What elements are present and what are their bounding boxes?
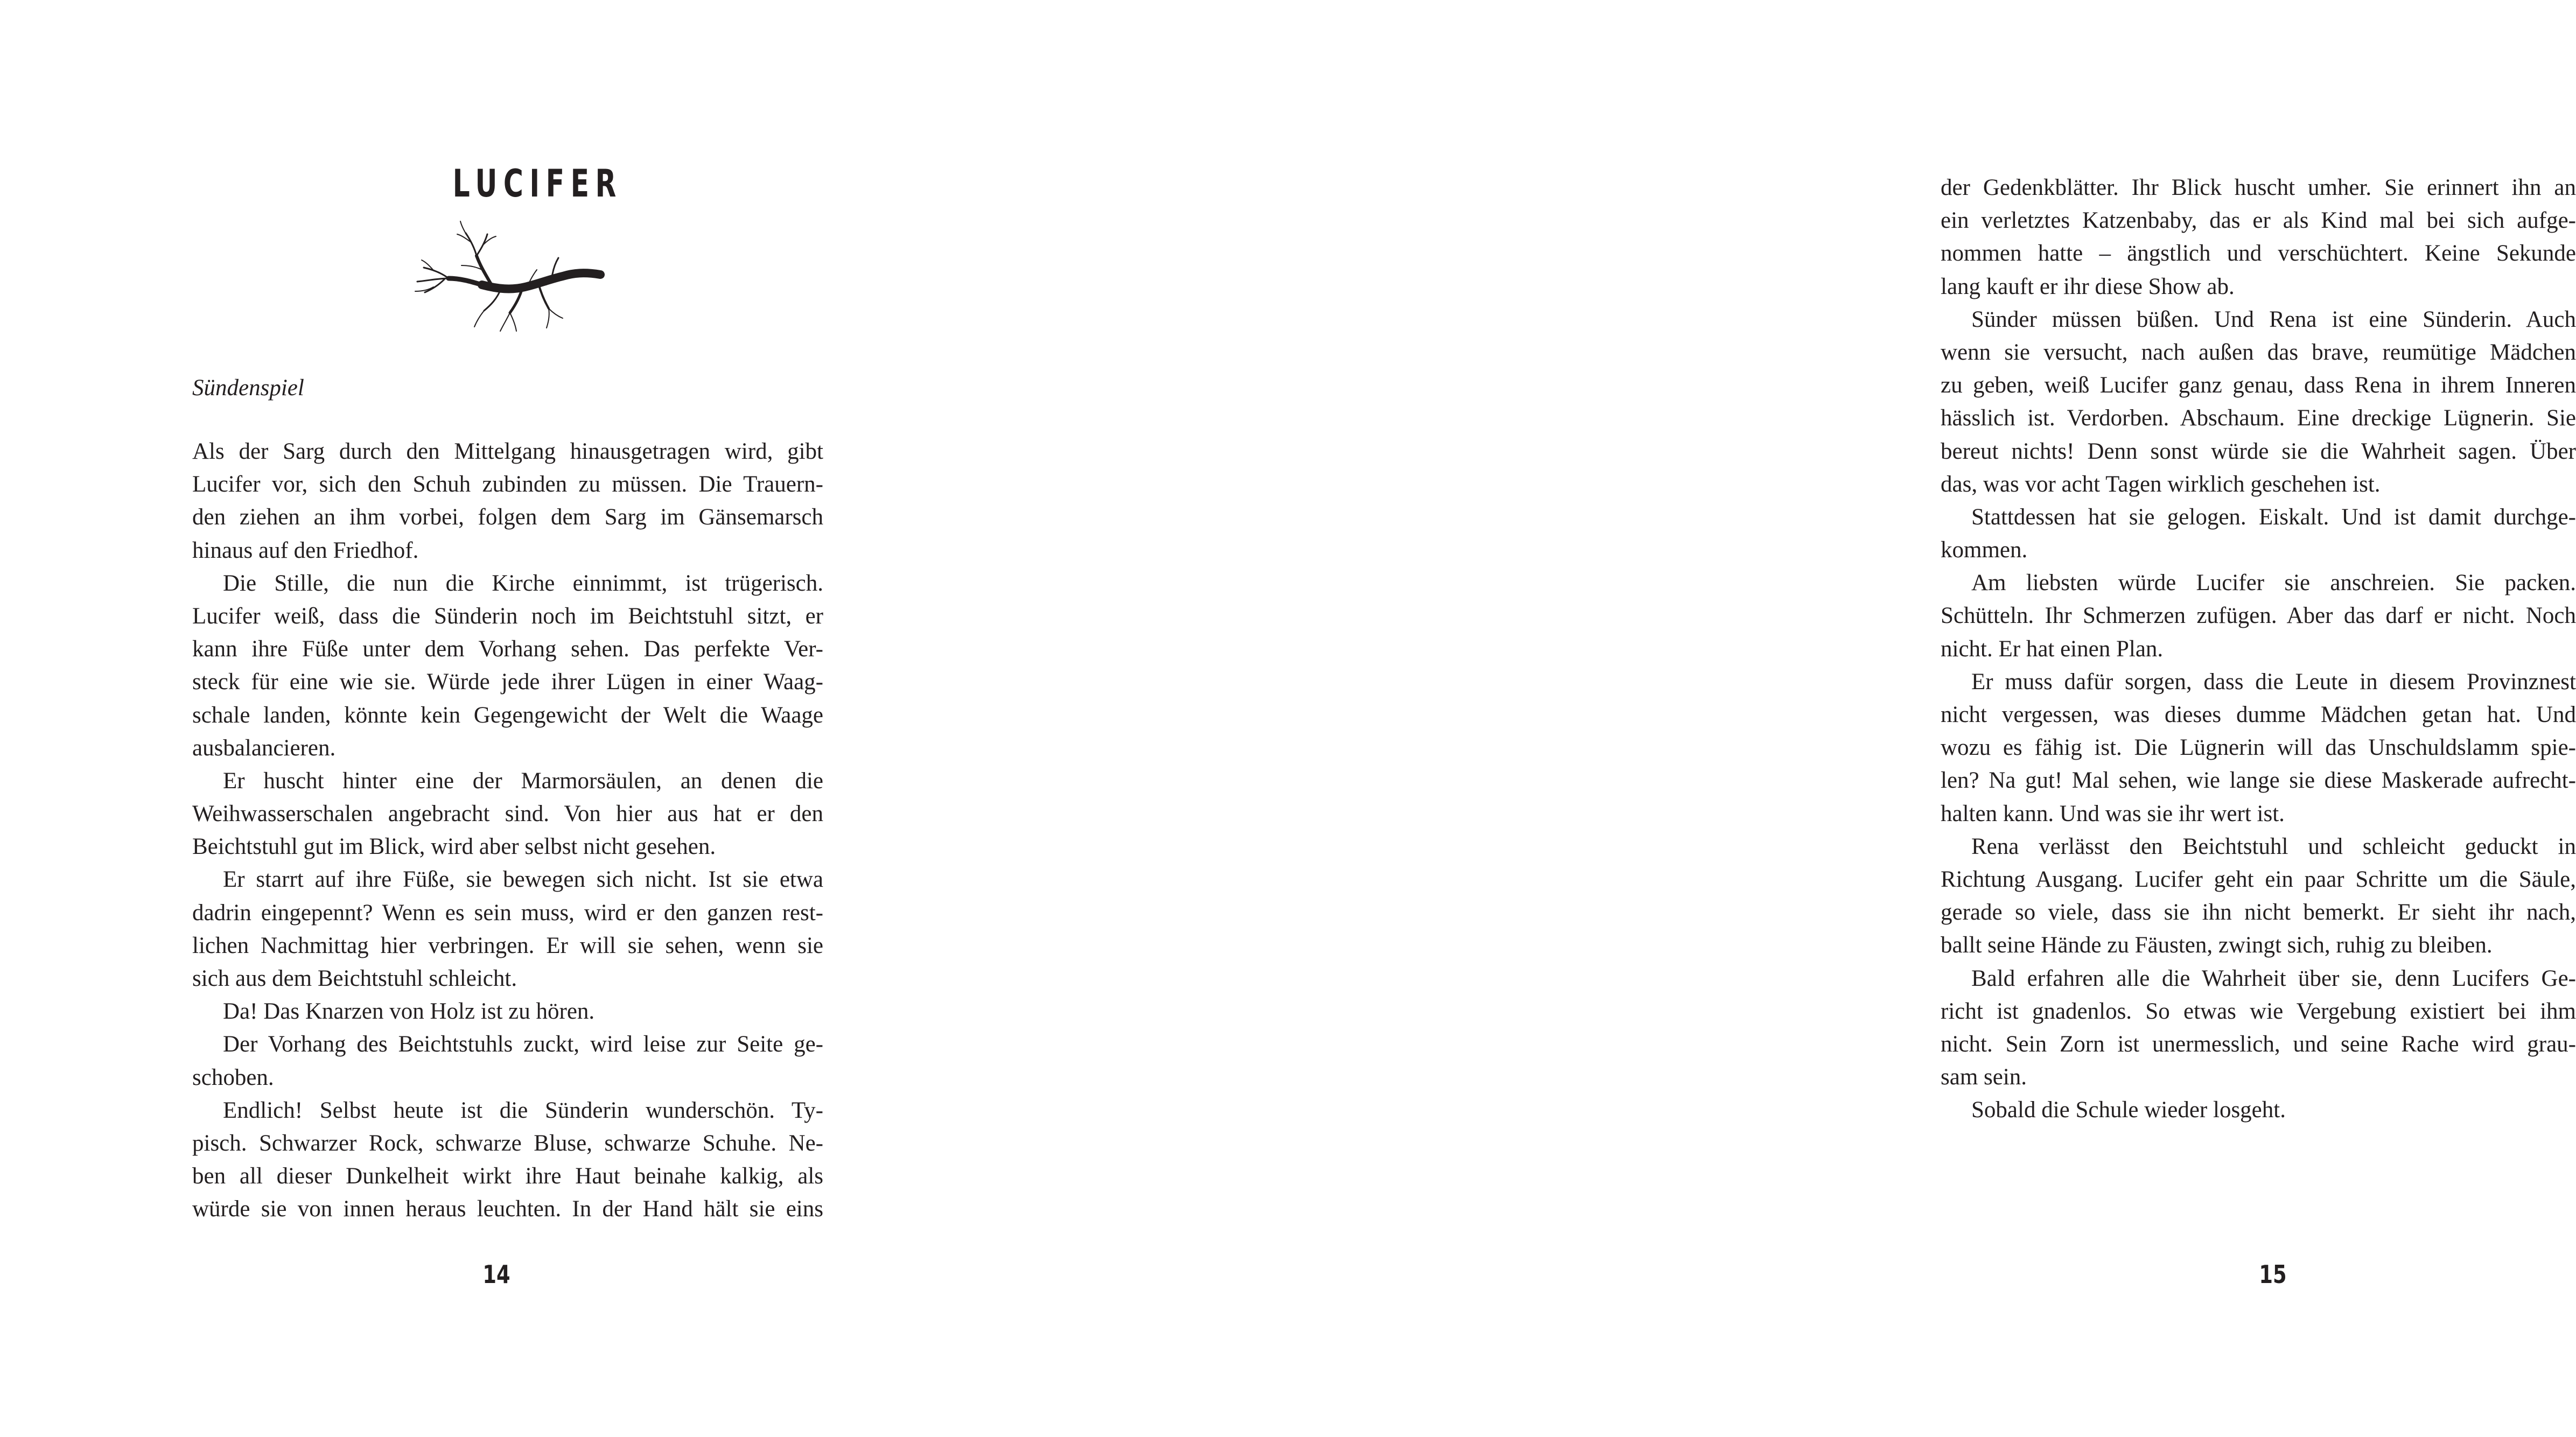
text-line: Er huscht hinter eine der Marmorsäulen, an denen die <box>223 768 823 794</box>
text-line: kann ihre Füße unter dem Vorhang sehen. Das perfekte Ver- <box>192 636 823 662</box>
text-line: sich aus dem Beichtstuhl schleicht. <box>192 966 517 991</box>
text-line: Da! Das Knarzen von Holz ist zu hören. <box>223 999 595 1025</box>
left-page <box>0 0 916 1437</box>
text-line: Die Stille, die nun die Kirche einnimmt, ist trügerisch. <box>223 570 823 596</box>
text-line: Sobald die Schule wieder losgeht. <box>1971 1097 2286 1123</box>
text-line: wenn sie versucht, nach außen das brave, reumütige Mädchen <box>1941 339 2576 365</box>
text-line: nicht vergessen, was dieses dumme Mädchen getan hat. Und <box>1941 702 2576 727</box>
text-line: schale landen, könnte kein Gegengewicht der Welt die Waage <box>192 702 823 728</box>
text-line: lichen Nachmittag hier verbringen. Er will sie sehen, wenn sie <box>192 933 823 958</box>
text-line: sam sein. <box>1941 1064 2027 1090</box>
text-line: würde sie von innen heraus leuchten. In der Hand hält sie eins <box>192 1196 823 1222</box>
text-line: das, was vor acht Tagen wirklich geschehen ist. <box>1941 471 2381 497</box>
text-line: wozu es fähig ist. Die Lügnerin will das Unschuldslamm spie- <box>1941 735 2576 761</box>
section-subtitle: Sündenspiel <box>192 375 304 401</box>
text-line: len? Na gut! Mal sehen, wie lange sie diese Maskerade aufrecht- <box>1941 768 2576 794</box>
right-page <box>916 0 2576 1437</box>
text-line: Beichtstuhl gut im Blick, wird aber selbst nicht gesehen. <box>192 834 716 860</box>
text-line: lang kauft er ihr diese Show ab. <box>1941 274 2235 299</box>
text-line: gerade so viele, dass sie ihn nicht bemerkt. Er sieht ihr nach, <box>1941 900 2576 926</box>
text-line: Er muss dafür sorgen, dass die Leute in diesem Provinznest <box>1971 669 2576 695</box>
text-line: steck für eine wie sie. Würde jede ihrer Lügen in einer Waag- <box>192 669 823 695</box>
text-line: ben all dieser Dunkelheit wirkt ihre Haut beinahe kalkig, als <box>192 1163 823 1189</box>
text-line: Lucifer vor, sich den Schuh zubinden zu müssen. Die Trauern- <box>192 472 823 497</box>
text-line: Rena verlässt den Beichtstuhl und schleicht geduckt in <box>1971 833 2576 859</box>
text-line: nicht. Er hat einen Plan. <box>1941 636 2164 662</box>
page-number-right: 15 <box>2259 1260 2287 1289</box>
page-number-left: 14 <box>482 1260 510 1289</box>
text-line: Richtung Ausgang. Lucifer geht ein paar Schritte um die Säule, <box>1941 866 2576 892</box>
text-line: der Gedenkblätter. Ihr Blick huscht umher. Sie erinnert ihn an <box>1941 175 2576 200</box>
chapter-title: LUCIFER <box>452 162 622 206</box>
text-line: nommen hatte – ängstlich und verschüchtert. Keine Sekunde <box>1941 241 2576 267</box>
text-line: schoben. <box>192 1064 274 1090</box>
text-line: zu geben, weiß Lucifer ganz genau, dass Rena in ihrem Inneren <box>1941 373 2576 398</box>
text-line: hässlich ist. Verdorben. Abschaum. Eine dreckige Lügnerin. Sie <box>1941 405 2576 431</box>
left-page-body-text <box>192 435 823 1226</box>
text-line: Weihwasserschalen angebracht sind. Von hier aus hat er den <box>192 801 823 827</box>
text-line: Er starrt auf ihre Füße, sie bewegen sich nicht. Ist sie etwa <box>223 867 823 893</box>
text-line: ballt seine Hände zu Fäusten, zwingt sich, ruhig zu bleiben. <box>1941 933 2493 958</box>
text-line: Sünder müssen büßen. Und Rena ist eine Sünderin. Auch <box>1971 306 2576 332</box>
text-line: halten kann. Und was sie ihr wert ist. <box>1941 801 2285 826</box>
right-page-body-text <box>1941 171 2576 1126</box>
text-line: Am liebsten würde Lucifer sie anschreien. Sie packen. <box>1971 570 2576 596</box>
tree-branch-icon <box>412 218 603 339</box>
text-line: Der Vorhang des Beichtstuhls zuckt, wird leise zur Seite ge- <box>223 1032 823 1057</box>
text-line: Schütteln. Ihr Schmerzen zufügen. Aber das darf er nicht. Noch <box>1941 603 2576 629</box>
text-line: bereut nichts! Denn sonst würde sie die Wahrheit sagen. Über <box>1941 438 2576 464</box>
text-line: den ziehen an ihm vorbei, folgen dem Sarg im Gänsemarsch <box>192 504 823 530</box>
text-line: Lucifer weiß, dass die Sünderin noch im Beichtstuhl sitzt, er <box>192 603 823 629</box>
text-line: nicht. Sein Zorn ist unermesslich, und seine Rache wird grau- <box>1941 1031 2576 1057</box>
text-line: richt ist gnadenlos. So etwas wie Vergebung existiert bei ihm <box>1941 998 2576 1024</box>
text-line: kommen. <box>1941 537 2028 563</box>
text-line: hinaus auf den Friedhof. <box>192 537 419 563</box>
text-line: pisch. Schwarzer Rock, schwarze Bluse, schwarze Schuhe. Ne- <box>192 1130 823 1156</box>
text-line: ausbalancieren. <box>192 735 336 761</box>
text-line: Endlich! Selbst heute ist die Sünderin wunderschön. Ty- <box>223 1097 823 1123</box>
text-line: Stattdessen hat sie gelogen. Eiskalt. Und ist damit durchge- <box>1971 504 2576 530</box>
text-line: ein verletztes Katzenbaby, das er als Kind mal bei sich aufge- <box>1941 208 2576 234</box>
text-line: Bald erfahren alle die Wahrheit über sie, denn Lucifers Ge- <box>1971 965 2576 991</box>
text-line: dadrin eingepennt? Wenn es sein muss, wird er den ganzen rest- <box>192 900 823 926</box>
text-line: Als der Sarg durch den Mittelgang hinausgetragen wird, gibt <box>192 439 823 464</box>
